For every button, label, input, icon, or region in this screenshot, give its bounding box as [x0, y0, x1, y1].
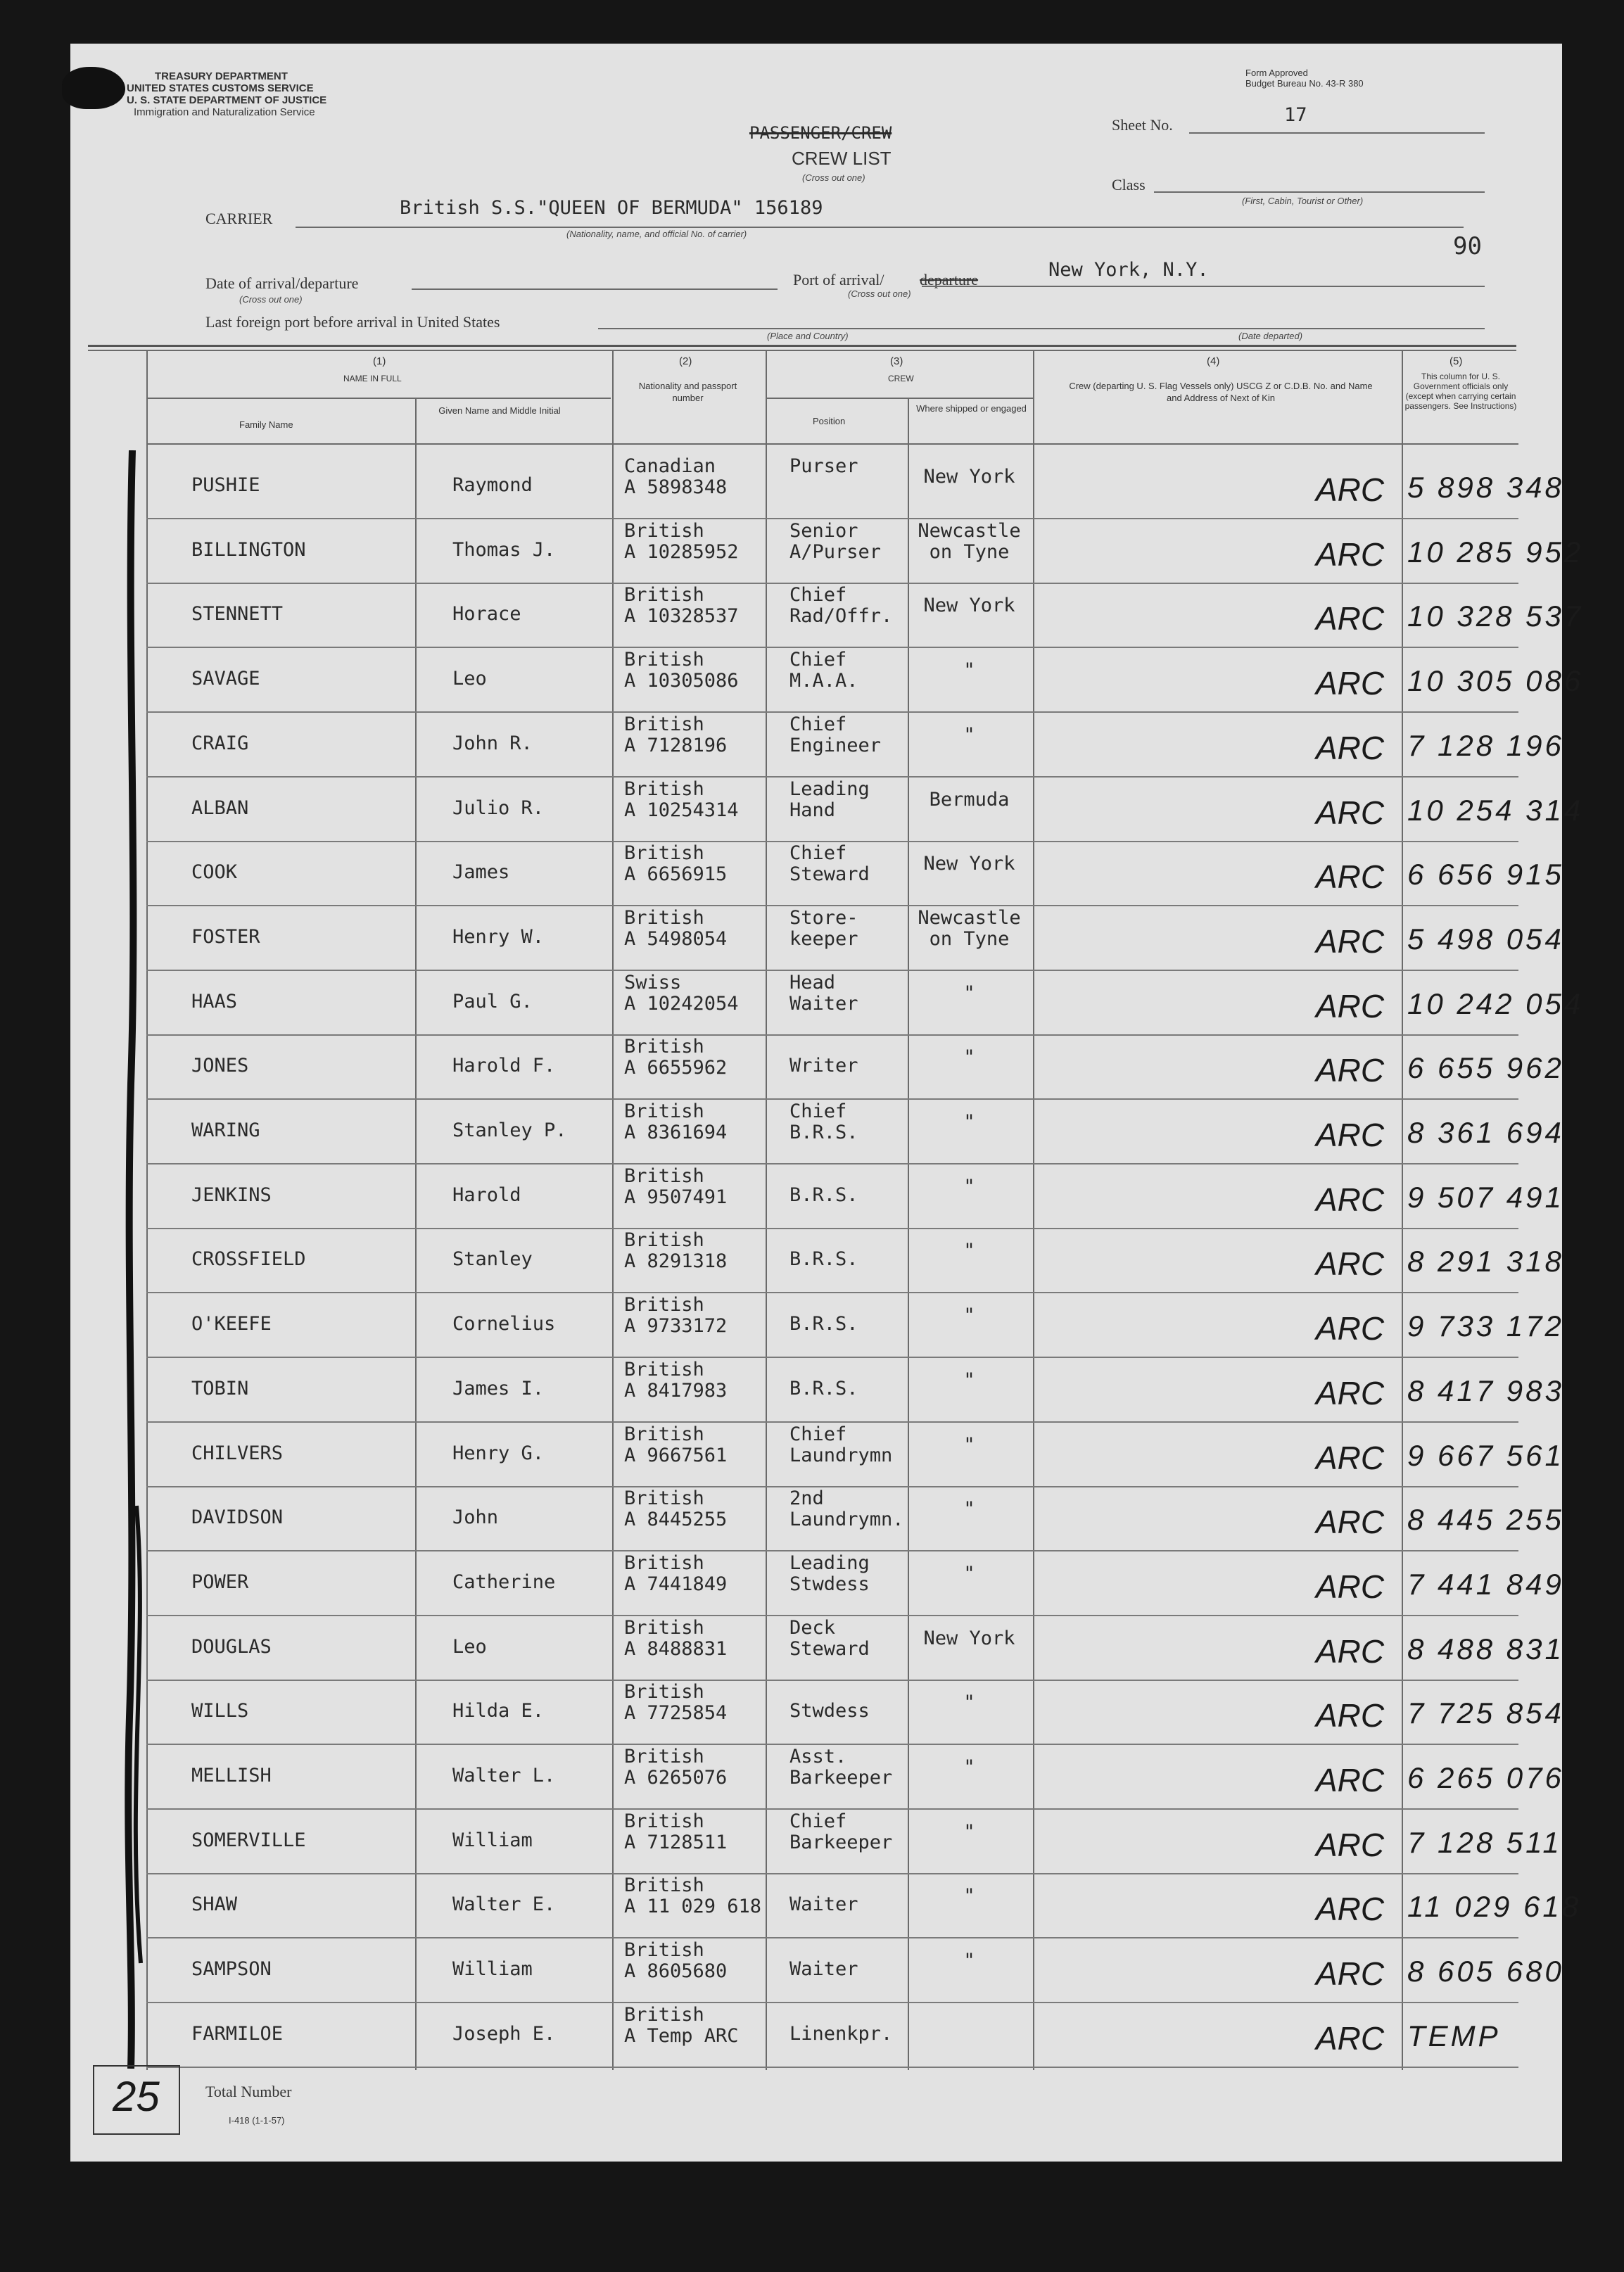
family-name-cell: STENNETT — [191, 603, 284, 626]
form-id: I-418 (1-1-57) — [229, 2115, 285, 2126]
arc-mark: ARC — [1316, 1117, 1385, 1153]
given-name-cell: James I. — [452, 1377, 545, 1400]
arc-mark: ARC — [1316, 1632, 1385, 1670]
family-name-cell: CROSSFIELD — [191, 1248, 306, 1271]
arc-mark: ARC — [1316, 1052, 1385, 1089]
nationality-cell: British — [624, 842, 704, 865]
table-row — [0, 583, 1624, 647]
family-name-cell: CRAIG — [191, 732, 249, 754]
passport-cell: A 7128196 — [624, 734, 728, 756]
passport-cell: A 6656915 — [624, 863, 728, 886]
official-number-handwritten: 10 285 952 — [1407, 535, 1584, 569]
shipped-cell: " — [963, 1756, 975, 1778]
shipped-cell: " — [963, 723, 975, 746]
position-cell: Leading — [789, 778, 870, 800]
given-name-cell: James — [452, 861, 510, 884]
arc-mark: ARC — [1316, 1439, 1385, 1476]
table-row — [0, 1616, 1624, 1680]
shipped-cell: " — [963, 1498, 975, 1521]
official-number-handwritten: 5 498 054 — [1407, 922, 1564, 956]
family-name-cell: SAMPSON — [191, 1958, 272, 1981]
passport-cell: A 6265076 — [624, 1767, 728, 1789]
passport-cell: A 10242054 — [624, 992, 739, 1015]
family-name-cell: SHAW — [191, 1893, 238, 1916]
family-name-cell: PUSHIE — [191, 474, 260, 496]
given-name-cell: John R. — [452, 732, 533, 754]
official-number-handwritten: 10 328 537 — [1407, 599, 1584, 633]
col2-number: (2) — [679, 355, 692, 367]
official-number-handwritten: 9 733 172 — [1407, 1309, 1564, 1343]
sheet-number: 17 — [1284, 104, 1307, 126]
sheet-label: Sheet No. — [1112, 116, 1173, 134]
arc-mark: ARC — [1316, 1826, 1385, 1863]
official-number-handwritten: 8 445 255 — [1407, 1503, 1564, 1537]
given-name-cell: Joseph E. — [452, 2022, 556, 2045]
passport-cell: A 7128511 — [624, 1831, 728, 1853]
family-name-cell: POWER — [191, 1570, 249, 1593]
passport-cell: A 8445255 — [624, 1509, 728, 1531]
passport-cell: A 8361694 — [624, 1122, 728, 1143]
col3-number: (3) — [890, 355, 903, 367]
col4-number: (4) — [1207, 355, 1220, 367]
form-approved: Form Approved — [1245, 68, 1308, 78]
table-row — [0, 906, 1624, 970]
passport-cell: A 8291318 — [624, 1250, 728, 1273]
official-number-handwritten: 10 305 086 — [1407, 664, 1584, 698]
col1-number: (1) — [373, 355, 386, 367]
col4-title: Crew (departing U. S. Flag Vessels only) USCG Z or C.D.B. No. and Name and Address of Next of Kin — [1069, 381, 1373, 403]
passport-cell: A 7441849 — [624, 1573, 728, 1595]
table-row — [0, 1164, 1624, 1229]
given-name-cell: Walter E. — [452, 1893, 556, 1916]
position-cell-line2: Rad/Offr. — [789, 605, 893, 628]
given-name-cell: Catherine — [452, 1570, 556, 1593]
arc-mark: ARC — [1316, 1374, 1385, 1411]
position-cell-line2: B.R.S. — [789, 1377, 858, 1400]
table-row — [0, 2003, 1624, 2067]
family-name-cell: WARING — [191, 1119, 260, 1141]
position-cell-line2: Stwdess — [789, 1700, 870, 1722]
family-name-cell: SOMERVILLE — [191, 1829, 306, 1851]
col-family-name: Family Name — [239, 419, 293, 430]
position-cell: Chief — [789, 1423, 847, 1445]
passport-cell: A 9507491 — [624, 1186, 728, 1208]
table-row — [0, 1099, 1624, 1164]
title-note: (Cross out one) — [802, 172, 865, 183]
passport-cell: A 11 029 618 — [624, 1896, 762, 1918]
official-number-handwritten: TEMP — [1407, 2019, 1501, 2052]
passport-cell: A 5898348 — [624, 476, 728, 498]
agency-line-2: UNITED STATES CUSTOMS SERVICE — [127, 82, 314, 94]
passport-cell: A 10305086 — [624, 670, 739, 692]
official-number-handwritten: 8 417 983 — [1407, 1373, 1564, 1407]
nationality-cell: British — [624, 1229, 704, 1252]
budget-bureau: Budget Bureau No. 43-R 380 — [1245, 78, 1364, 89]
class-note: (First, Cabin, Tourist or Other) — [1242, 196, 1364, 206]
col5-title: This column for U. S. Government officials only (except when carrying certain passengers. See Instructions) — [1404, 372, 1517, 411]
position-cell-line2: B.R.S. — [789, 1122, 858, 1143]
official-number-handwritten: 6 656 915 — [1407, 858, 1564, 891]
position-cell-line2: Writer — [789, 1055, 858, 1077]
position-cell-line2: Waiter — [789, 1893, 858, 1916]
shipped-cell: " — [963, 1175, 975, 1198]
passport-cell: A 6655962 — [624, 1057, 728, 1079]
port-struck: departure — [920, 271, 979, 288]
arc-mark: ARC — [1316, 1310, 1385, 1347]
family-name-cell: JENKINS — [191, 1183, 272, 1206]
position-cell-line2: Hand — [789, 799, 836, 821]
given-name-cell: Stanley P. — [452, 1119, 567, 1141]
table-row — [0, 1486, 1624, 1551]
position-cell-line2: Barkeeper — [789, 1767, 893, 1789]
position-cell-line2: Barkeeper — [789, 1831, 893, 1853]
shipped-cell: New York — [923, 595, 1015, 617]
table-row — [0, 1422, 1624, 1487]
nationality-cell: British — [624, 1423, 704, 1445]
passport-cell: A 10285952 — [624, 540, 739, 563]
table-row — [0, 1744, 1624, 1809]
family-name-cell: DAVIDSON — [191, 1506, 284, 1529]
official-number-handwritten: 5 898 348 — [1407, 471, 1564, 504]
official-number-handwritten: 8 488 831 — [1407, 1632, 1564, 1665]
nationality-cell: British — [624, 1681, 704, 1703]
official-number-handwritten: 8 361 694 — [1407, 1116, 1564, 1149]
port-note: (Cross out one) — [848, 288, 911, 299]
position-cell-line2: Waiter — [789, 992, 858, 1015]
nationality-cell: British — [624, 649, 704, 671]
class-label: Class — [1112, 176, 1146, 193]
given-name-cell: Raymond — [452, 474, 533, 496]
official-number-handwritten: 8 291 318 — [1407, 1245, 1564, 1278]
position-cell: Chief — [789, 713, 847, 735]
shipped-cell: " — [963, 1369, 975, 1391]
given-name-cell: Leo — [452, 668, 487, 690]
passport-cell: A 10328537 — [624, 605, 739, 628]
position-cell: Head — [789, 971, 836, 994]
table-row — [0, 1873, 1624, 1938]
passport-cell: A 8605680 — [624, 1960, 728, 1983]
position-cell-line2: keeper — [789, 927, 858, 950]
table-row — [0, 1228, 1624, 1293]
shipped-cell: " — [963, 1820, 975, 1843]
date-label: Date of arrival/departure — [205, 274, 359, 292]
nationality-cell: Canadian — [624, 455, 716, 477]
col1-title: NAME IN FULL — [343, 374, 402, 383]
shipped-cell: " — [963, 1305, 975, 1327]
official-number-handwritten: 9 667 561 — [1407, 1438, 1564, 1472]
official-number-handwritten: 6 655 962 — [1407, 1051, 1564, 1085]
position-cell-line2: Stwdess — [789, 1573, 870, 1595]
given-name-cell: William — [452, 1958, 533, 1981]
shipped-cell: New York — [923, 1627, 1015, 1649]
official-number-handwritten: 7 128 196 — [1407, 728, 1564, 762]
shipped-cell: " — [963, 1111, 975, 1133]
nationality-cell: British — [624, 778, 704, 800]
col-position: Position — [813, 416, 846, 426]
arc-mark: ARC — [1316, 987, 1385, 1024]
family-name-cell: BILLINGTON — [191, 538, 306, 561]
shipped-cell: " — [963, 1950, 975, 1972]
position-cell: Chief — [789, 649, 847, 671]
arc-mark: ARC — [1316, 665, 1385, 702]
family-name-cell: FOSTER — [191, 925, 260, 948]
agency-line-1: TREASURY DEPARTMENT — [155, 70, 288, 82]
position-cell-line2: M.A.A. — [789, 670, 858, 692]
nationality-cell: British — [624, 1616, 704, 1639]
position-cell: Chief — [789, 1810, 847, 1832]
arc-mark: ARC — [1316, 535, 1385, 573]
family-name-cell: TOBIN — [191, 1377, 249, 1400]
given-name-cell: Cornelius — [452, 1313, 556, 1335]
position-cell-line2: B.R.S. — [789, 1313, 858, 1335]
total-label: Total Number — [205, 2083, 292, 2100]
passport-cell: A 8417983 — [624, 1379, 728, 1402]
family-name-cell: SAVAGE — [191, 668, 260, 690]
table-row — [0, 1938, 1624, 2003]
arc-mark: ARC — [1316, 1697, 1385, 1734]
family-name-cell: DOUGLAS — [191, 1635, 272, 1658]
date-note: (Cross out one) — [239, 294, 303, 305]
shipped-cell: " — [963, 1240, 975, 1262]
given-name-cell: Henry G. — [452, 1442, 545, 1464]
official-number-handwritten: 7 725 854 — [1407, 1696, 1564, 1730]
family-name-cell: ALBAN — [191, 797, 249, 819]
official-number-handwritten: 10 242 054 — [1407, 986, 1584, 1020]
table-row — [0, 1551, 1624, 1616]
shipped-cell: " — [963, 1885, 975, 1908]
given-name-cell: Paul G. — [452, 990, 533, 1013]
nationality-cell: British — [624, 519, 704, 542]
date-departed-note: (Date departed) — [1238, 331, 1303, 341]
position-cell-line2: Laundrymn. — [789, 1509, 904, 1531]
form-title: CREW LIST — [792, 148, 892, 169]
family-name-cell: CHILVERS — [191, 1442, 284, 1464]
nationality-cell: British — [624, 1100, 704, 1122]
nationality-cell: British — [624, 1036, 704, 1058]
nationality-cell: British — [624, 584, 704, 607]
official-number-handwritten: 10 254 314 — [1407, 793, 1584, 827]
struck-title: PASSENGER/CREW — [749, 123, 892, 143]
nationality-cell: British — [624, 1294, 704, 1316]
nationality-cell: British — [624, 713, 704, 735]
arc-mark: ARC — [1316, 600, 1385, 637]
table-row — [0, 841, 1624, 906]
position-cell-line2: Laundrymn — [789, 1444, 893, 1466]
arc-mark: ARC — [1316, 1245, 1385, 1283]
arc-mark: ARC — [1316, 471, 1385, 508]
arc-mark: ARC — [1316, 794, 1385, 831]
agency-line-4: Immigration and Naturalization Service — [134, 106, 315, 118]
shipped-cell-line2: on Tyne — [929, 927, 1010, 950]
table-row — [0, 1809, 1624, 1874]
nationality-cell: British — [624, 1358, 704, 1381]
arc-mark: ARC — [1316, 858, 1385, 896]
given-name-cell: Leo — [452, 1635, 487, 1658]
family-name-cell: COOK — [191, 861, 238, 884]
shipped-cell: " — [963, 1046, 975, 1069]
table-row — [0, 519, 1624, 583]
col5-number: (5) — [1449, 355, 1463, 367]
nationality-cell: British — [624, 2003, 704, 2026]
official-number-handwritten: 7 441 849 — [1407, 1567, 1564, 1601]
table-row — [0, 712, 1624, 777]
nationality-cell: British — [624, 1487, 704, 1510]
shipped-cell: Bermuda — [929, 788, 1010, 811]
position-cell: Senior — [789, 519, 858, 542]
official-number-handwritten: 6 265 076 — [1407, 1761, 1564, 1794]
position-cell: Store- — [789, 906, 858, 929]
passport-cell: A Temp ARC — [624, 2024, 739, 2047]
nationality-cell: British — [624, 1939, 704, 1962]
shipped-cell: New York — [923, 853, 1015, 875]
nationality-cell: British — [624, 1551, 704, 1574]
given-name-cell: Harold F. — [452, 1055, 556, 1077]
carrier-label: CARRIER — [205, 210, 273, 227]
given-name-cell: Walter L. — [452, 1765, 556, 1786]
agency-line-3: U. S. STATE DEPARTMENT OF JUSTICE — [127, 94, 327, 106]
col3-title: CREW — [888, 374, 914, 383]
arc-mark: ARC — [1316, 1955, 1385, 1993]
table-row — [0, 970, 1624, 1035]
family-name-cell: FARMILOE — [191, 2022, 284, 2045]
position-cell-line2: Engineer — [789, 734, 882, 756]
arc-mark: ARC — [1316, 1181, 1385, 1218]
page-number: 90 — [1453, 232, 1482, 260]
shipped-cell: New York — [923, 466, 1015, 488]
given-name-cell: John — [452, 1506, 499, 1529]
col-where-shipped: Where shipped or engaged — [916, 403, 1027, 414]
family-name-cell: HAAS — [191, 990, 238, 1013]
shipped-cell: " — [963, 1692, 975, 1714]
shipped-cell: Newcastle — [918, 519, 1021, 542]
position-cell-line2: Linenkpr. — [789, 2022, 893, 2045]
family-name-cell: O'KEEFE — [191, 1313, 272, 1335]
family-name-cell: JONES — [191, 1055, 249, 1077]
col-given-name: Given Name and Middle Initial — [438, 405, 561, 416]
shipped-cell: " — [963, 1433, 975, 1456]
shipped-cell: Newcastle — [918, 906, 1021, 929]
family-name-cell: WILLS — [191, 1700, 249, 1722]
arc-mark: ARC — [1316, 922, 1385, 960]
arc-mark: ARC — [1316, 1568, 1385, 1605]
port-label: Port of arrival/ — [793, 271, 884, 288]
passport-cell: A 9733172 — [624, 1315, 728, 1338]
shipped-cell: " — [963, 1562, 975, 1585]
row-separator — [146, 2067, 1518, 2068]
given-name-cell: Thomas J. — [452, 538, 556, 561]
position-cell-line2: B.R.S. — [789, 1183, 858, 1206]
shipped-cell-line2: on Tyne — [929, 540, 1010, 563]
position-cell: Chief — [789, 1100, 847, 1122]
nationality-cell: British — [624, 1874, 704, 1897]
family-name-cell: MELLISH — [191, 1765, 272, 1786]
given-name-cell: Harold — [452, 1183, 521, 1206]
given-name-cell: Stanley — [452, 1248, 533, 1271]
arc-mark: ARC — [1316, 1891, 1385, 1928]
passport-cell: A 10254314 — [624, 799, 739, 821]
position-cell: Purser — [789, 455, 858, 477]
arc-mark: ARC — [1316, 1504, 1385, 1541]
arc-mark: ARC — [1316, 729, 1385, 766]
official-number-handwritten: 9 507 491 — [1407, 1180, 1564, 1214]
table-row — [0, 1357, 1624, 1422]
table-row — [0, 454, 1624, 519]
col2-title: Nationality and passport number — [638, 381, 737, 403]
position-cell-line2: Steward — [789, 863, 870, 886]
arc-mark: ARC — [1316, 2019, 1385, 2057]
ink-blot-logo — [62, 67, 125, 109]
passport-cell: A 7725854 — [624, 1702, 728, 1725]
port-value: New York, N.Y. — [1048, 259, 1209, 281]
given-name-cell: Henry W. — [452, 925, 545, 948]
nationality-cell: British — [624, 1164, 704, 1187]
position-cell: Chief — [789, 584, 847, 607]
carrier-value: British S.S."QUEEN OF BERMUDA" 156189 — [400, 197, 823, 219]
carrier-note: (Nationality, name, and official No. of carrier) — [566, 229, 747, 239]
given-name-cell: William — [452, 1829, 533, 1851]
passport-cell: A 8488831 — [624, 1637, 728, 1660]
nationality-cell: British — [624, 1746, 704, 1768]
place-note: (Place and Country) — [767, 331, 849, 341]
shipped-cell: " — [963, 982, 975, 1004]
table-row — [0, 1293, 1624, 1357]
nationality-cell: British — [624, 906, 704, 929]
shipped-cell: " — [963, 659, 975, 682]
position-cell: Chief — [789, 842, 847, 865]
arc-mark: ARC — [1316, 1762, 1385, 1798]
official-number-handwritten: 7 128 511 — [1407, 1825, 1562, 1859]
table-row — [0, 1680, 1624, 1744]
official-number-handwritten: 8 605 680 — [1407, 1955, 1564, 1988]
position-cell: Asst. — [789, 1746, 847, 1768]
given-name-cell: Julio R. — [452, 797, 545, 819]
given-name-cell: Hilda E. — [452, 1700, 545, 1722]
last-port-label: Last foreign port before arrival in United States — [205, 313, 500, 331]
given-name-cell: Horace — [452, 603, 521, 626]
position-cell-line2: Waiter — [789, 1958, 858, 1981]
position-cell-line2: Steward — [789, 1637, 870, 1660]
total-handwritten: 25 — [113, 2073, 160, 2120]
table-row — [0, 1034, 1624, 1099]
position-cell: 2nd — [789, 1487, 824, 1510]
passport-cell: A 5498054 — [624, 927, 728, 950]
passport-cell: A 9667561 — [624, 1444, 728, 1466]
nationality-cell: British — [624, 1810, 704, 1832]
official-number-handwritten: 11 029 618 — [1407, 1890, 1582, 1924]
table-row — [0, 647, 1624, 712]
table-row — [0, 777, 1624, 842]
position-cell-line2: B.R.S. — [789, 1248, 858, 1271]
nationality-cell: Swiss — [624, 971, 682, 994]
position-cell: Leading — [789, 1551, 870, 1574]
position-cell: Deck — [789, 1616, 836, 1639]
position-cell-line2: A/Purser — [789, 540, 882, 563]
